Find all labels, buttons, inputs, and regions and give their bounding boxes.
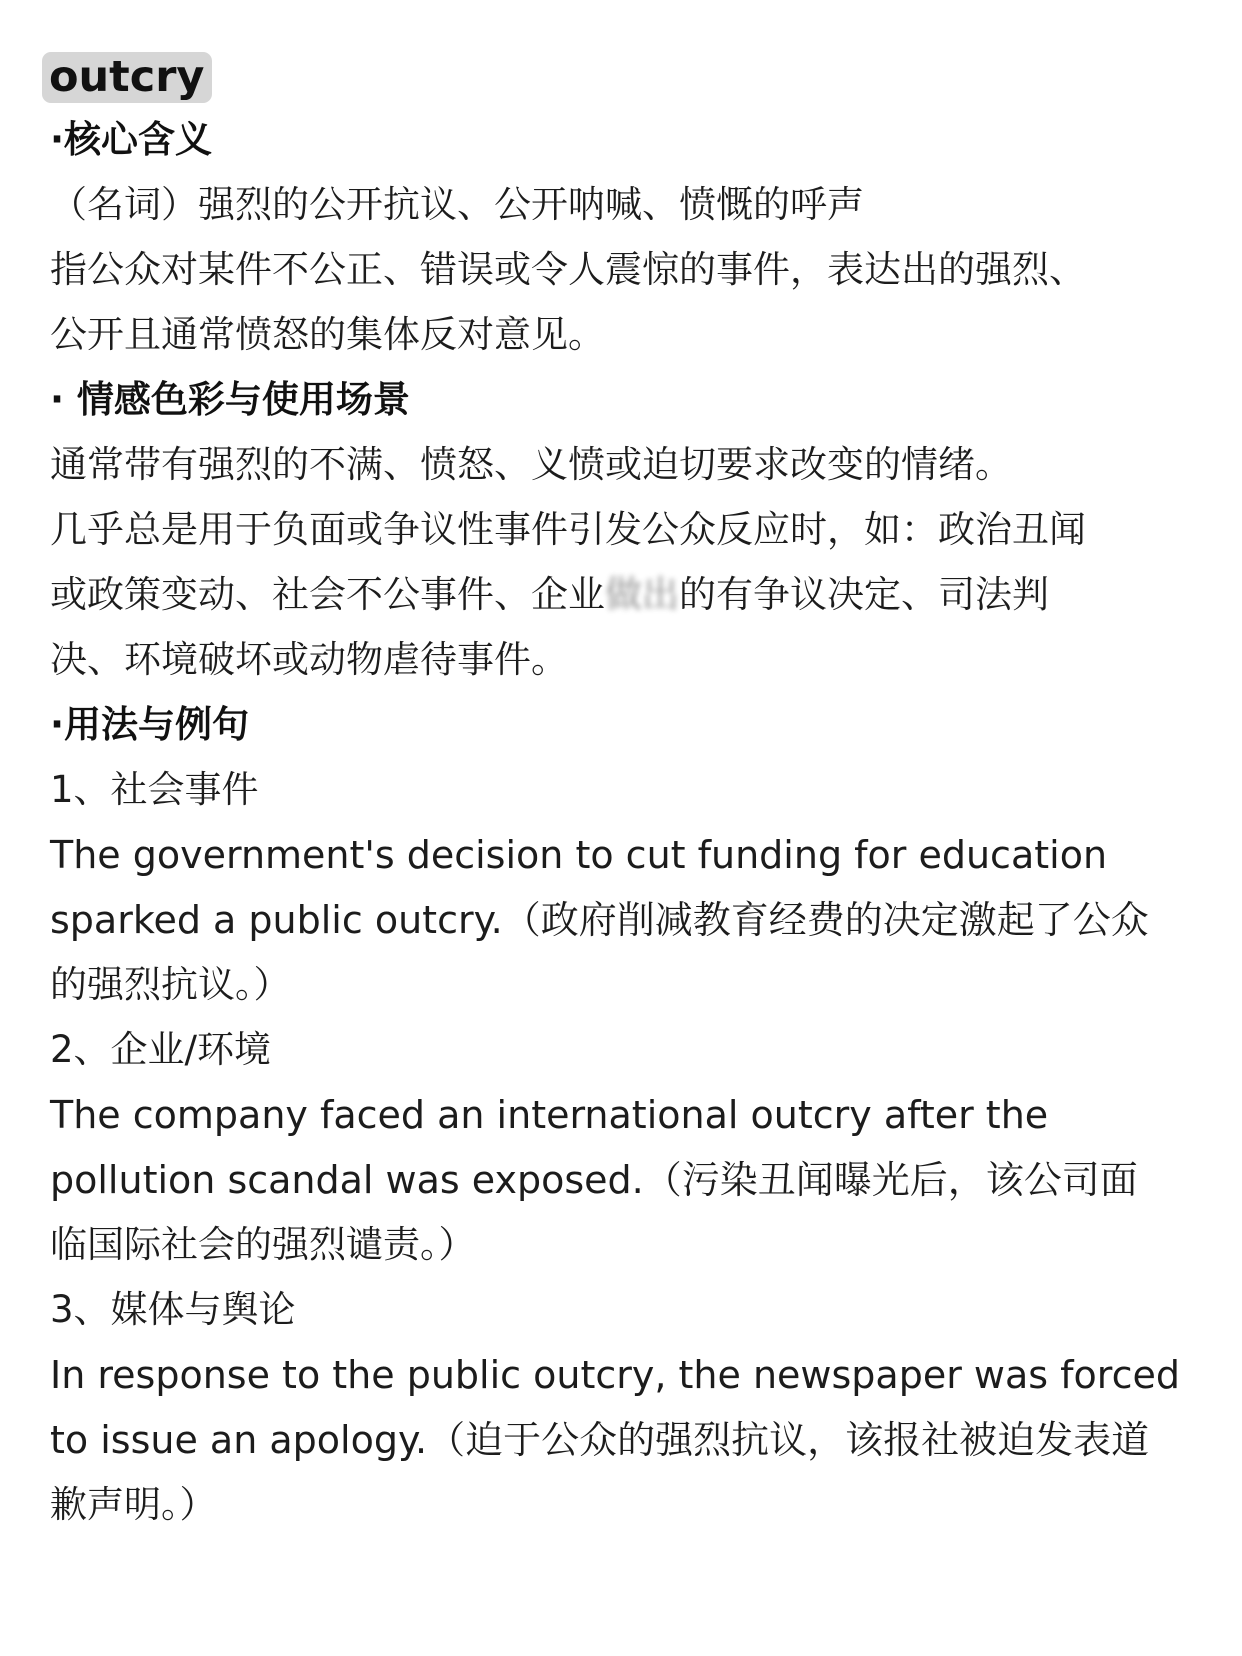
- emotion-line-3-end: 的有争议决定、司法判: [679, 573, 1049, 616]
- emotion-line-1: 通常带有强烈的不满、愤怒、义愤或迫切要求改变的情绪。: [50, 443, 1012, 486]
- example-2-line-2: pollution scandal was exposed.（污染丑闻曝光后，该公司面: [50, 1158, 1138, 1202]
- example-3-line-3: 歉声明。）: [50, 1483, 217, 1526]
- emotion-line-3-start: 或政策变动、社会不公事件、企业: [50, 573, 605, 616]
- example-3-line-1: In response to the public outcry, the newspaper was forced: [50, 1353, 1180, 1397]
- example-3-line-2: to issue an apology.（迫于公众的强烈抗议，该报社被迫发表道: [50, 1418, 1150, 1462]
- example-2-line-1: The company faced an international outcry after the: [50, 1093, 1049, 1137]
- example-1-line-2: sparked a public outcry.（政府削减教育经费的决定激起了公众: [50, 898, 1149, 942]
- example-3-title: 3、媒体与舆论: [50, 1288, 296, 1331]
- example-2-line-3: 临国际社会的强烈谴责。）: [50, 1223, 476, 1266]
- emotion-usage-heading: · 情感色彩与使用场景: [50, 378, 410, 421]
- definition-line-2: 公开且通常愤怒的集体反对意见。: [50, 313, 605, 356]
- emotion-line-4: 决、环境破坏或动物虐待事件。: [50, 638, 568, 681]
- example-2-title: 2、企业/环境: [50, 1028, 272, 1071]
- example-1-title: 1、社会事件: [50, 768, 259, 811]
- emotion-line-3: [50, 572, 1049, 618]
- core-meaning-heading: ·核心含义: [50, 118, 213, 161]
- emotion-line-2: 几乎总是用于负面或争议性事件引发公众反应时，如：政治丑闻: [50, 508, 1086, 551]
- usage-examples-heading: ·用法与例句: [50, 703, 250, 746]
- headword-badge: outcry: [42, 52, 212, 103]
- definition-line-1: 指公众对某件不公正、错误或令人震惊的事件，表达出的强烈、: [50, 248, 1086, 291]
- example-1-line-3: 的强烈抗议。）: [50, 963, 291, 1006]
- blurred-text: 做出: [605, 573, 679, 616]
- part-of-speech-line: （名词）强烈的公开抗议、公开呐喊、愤慨的呼声: [50, 183, 864, 226]
- example-1-line-1: The government's decision to cut funding for education: [50, 833, 1108, 877]
